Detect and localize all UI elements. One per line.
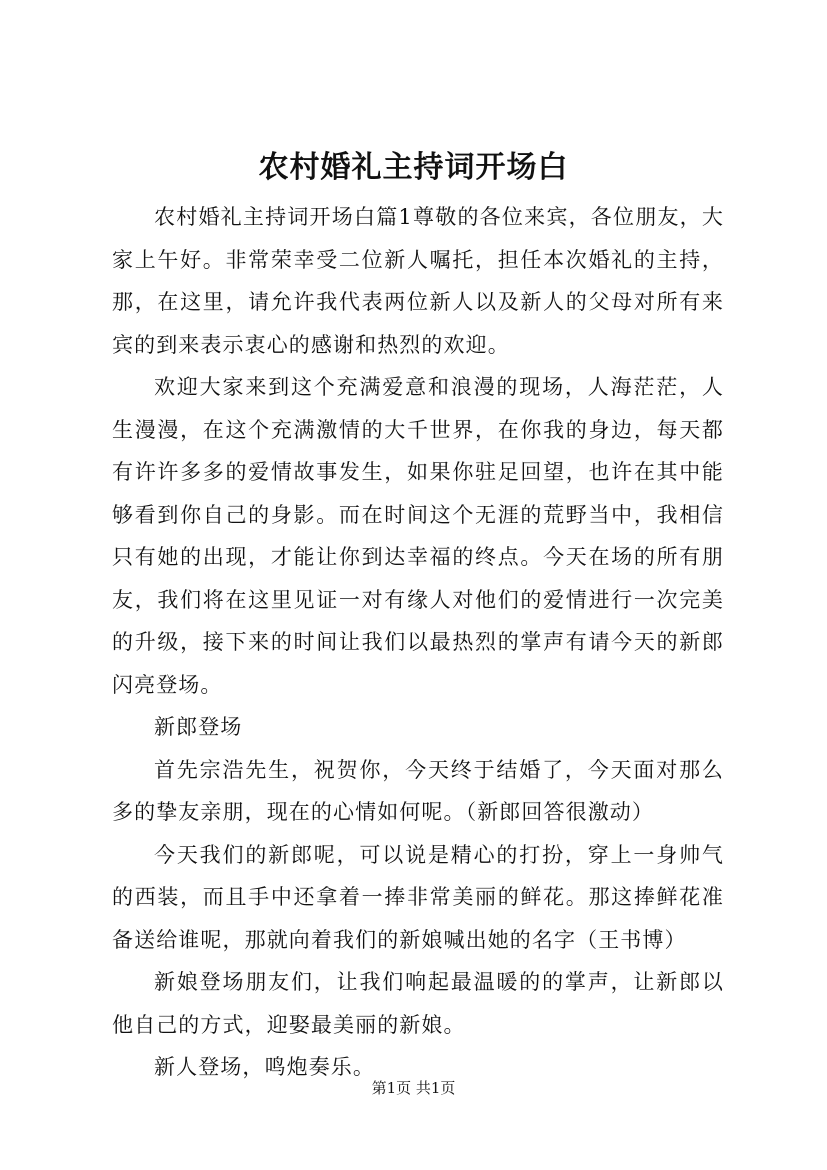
paragraph: 新娘登场朋友们，让我们响起最温暖的的掌声，让新郎以他自己的方式，迎娶最美丽的新娘。 [112,970,724,1037]
paragraph: 今天我们的新郎呢，可以说是精心的打扮，穿上一身帅气的西装，而且手中还拿着一捧非常美丽的鲜花。那这捧鲜花准备送给谁呢，那就向着我们的新娘喊出她的名字（王书博） [112,842,724,952]
paragraph: 首先宗浩先生，祝贺你，今天终于结婚了，今天面对那么多的挚友亲朋，现在的心情如何呢。（新郎回答很激动） [112,757,724,824]
paragraph: 新人登场，鸣炮奏乐。 [154,1055,375,1079]
paragraph: 欢迎大家来到这个充满爱意和浪漫的现场，人海茫茫，人生漫漫，在这个充满激情的大千世界，在你我的身边，每天都有许许多多的爱情故事发生，如果你驻足回望，也许在其中能够看到你自己的身影。而在时间这个无涯的荒野当中，我相信只有她的出现，才能让你到达幸福的终点。今天在场的所有朋友，我们将在这里见证一对有缘人对他们的爱情进行一次完美的升级，接下来的时间让我们以最热烈的掌声有请今天的新郎闪亮登场。 [112,375,724,697]
document-title: 农村婚礼主持词开场白 [258,150,569,185]
document-body [112,196,724,1089]
paragraph: 农村婚礼主持词开场白篇1尊敬的各位来宾，各位朋友，大家上午好。非常荣幸受二位新人嘱托，担任本次婚礼的主持，那，在这里，请允许我代表两位新人以及新人的父母对所有来宾的到来表示衷心的感谢和热烈的欢迎。 [112,205,724,357]
page-footer: 第1页 共1页 [371,1079,456,1097]
section-heading: 新郎登场 [154,715,243,739]
